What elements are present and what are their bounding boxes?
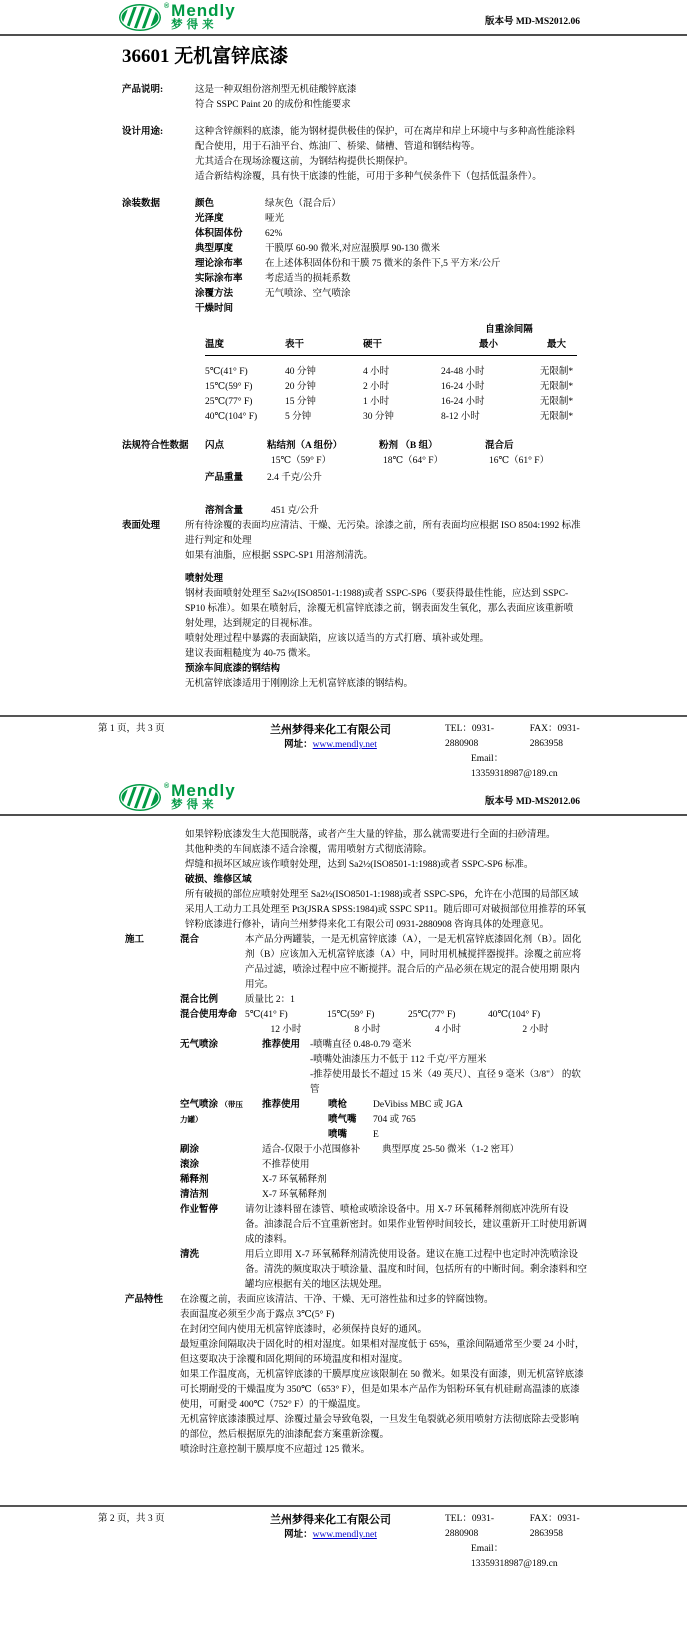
- kv-row: 涂覆方法 无气喷涂、空气喷涂: [195, 289, 351, 299]
- logo-chinese-name: 梦得来: [171, 19, 218, 31]
- brush-row: 刷涂 适合-仅限于小范围修补 典型厚度 25-50 微米（1-2 密耳）: [180, 1145, 520, 1155]
- paragraph: 符合 SSPC Paint 20 的成份和性能要求: [195, 100, 351, 110]
- section-product-description: [0, 83, 687, 113]
- cleaning-row: 清洗 用后立即用 X-7 环氧稀释剂清洗使用设备。建议在施工过程中也定时冲洗喷涂设备。清洗的频度取决于喷涂量、温度和时间，包括所有的中断时间。剩余漆料和空罐均应根据有关的地区法规处理。: [180, 1250, 588, 1290]
- registered-mark: ®: [164, 3, 170, 10]
- page-number: 第 2 页，共 3 页: [98, 1514, 165, 1524]
- kv-row: 理论涂布率 在上述体积固体份和干膜 75 微米的条件下,5 平方米/公斤: [195, 259, 501, 269]
- section-label: 表面处理: [122, 521, 161, 531]
- cleaner-row: 清洁剂 X-7 环氧稀释剂: [180, 1190, 327, 1200]
- page-2: [0, 780, 687, 1638]
- website-link[interactable]: www.mendly.net: [312, 1530, 377, 1540]
- section-product-features: [0, 1293, 687, 1458]
- section-label: 产品特性: [125, 1295, 164, 1305]
- kv-row: 光泽度 哑光: [195, 214, 285, 224]
- drying-time-table: [205, 323, 577, 425]
- spec-row: 喷枪 DeVibiss MBC 或 JGA: [328, 1100, 463, 1110]
- page-footer: [0, 715, 687, 780]
- paragraph: 如果锌粉底漆发生大范围脱落，或者产生大量的锌盐，那么就需要进行全面的扫砂清理。: [185, 830, 556, 840]
- table-row: 15℃(59° F) 20 分钟 2 小时 16-24 小时 无限制*: [205, 382, 574, 392]
- section-surface-preparation: [0, 519, 687, 692]
- logo-name: Mendly: [171, 1, 236, 20]
- fax-number: FAX：0931-2863958: [529, 724, 580, 749]
- section-application: [0, 933, 687, 1293]
- paragraph: 喷涂时注意控制干膜厚度不应超过 125 微米。: [180, 1445, 371, 1455]
- section-label: 产品说明:: [122, 85, 164, 95]
- company-name: 兰州梦得来化工有限公司: [270, 724, 391, 736]
- pot-life-row: 混合使用寿命 5℃(41° F) 15℃(59° F) 25℃(77° F) 40℃(104° F) 12 小时 8 小时 4 小时 2 小时: [180, 1008, 587, 1038]
- logo-wordmark: [171, 783, 236, 812]
- subsection-heading: 预涂车间底漆的钢结构: [185, 664, 281, 674]
- spec-item: -推荐使用最长不超过 15 米（49 英尺）、直径 9 毫米（3/8"） 的软管: [310, 1070, 581, 1095]
- spec-item: -喷嘴处油漆压力不低于 112 千克/平方厘米: [310, 1055, 487, 1065]
- mendly-oval-icon: [118, 783, 164, 812]
- kv-row: 干燥时间: [195, 304, 234, 314]
- thinner-row: 稀释剂 X-7 环氧稀释剂: [180, 1175, 327, 1185]
- page-number: 第 1 页，共 3 页: [98, 724, 165, 734]
- kv-row: 典型厚度 干膜厚 60-90 微米,对应湿膜厚 90-130 微米: [195, 244, 440, 254]
- section-coating-data: [0, 197, 687, 317]
- flash-point-value-row: 15℃（59° F） 18℃（64° F） 16℃（61° F）: [271, 456, 550, 466]
- email-address: Email：13359318987@189.cn: [471, 754, 558, 779]
- section-label: 涂装数据: [122, 199, 161, 209]
- table-header-row: 温度 表干 硬干 最小 最大: [205, 338, 577, 356]
- page-header: [0, 780, 687, 814]
- version-number: 版本号 MD-MS2012.06: [485, 17, 580, 27]
- paragraph: 所有破损的部位应喷射处理至 Sa2½(ISO8501-1:1988)或者 SSPC-SP6，允许在小范围的局部区域采用人工动力工具处理至 Pt3(JSRA SPSS:1984)或 SSPC SP11。随后即可对破损部位用推荐的环氧锌粉底漆进行修补，请向兰州梦得来化工有限公司 0931-2880908 咨询具体的处理意见。: [185, 890, 586, 930]
- surface-preparation-continued: [0, 828, 687, 933]
- mixing-row: 混合 本产品分两罐装，一是无机富锌底漆（A），一是无机富锌底漆固化剂（B）。固化剂（B）应该加入无机富锌底漆（A）中，同时用机械搅拌器搅拌。涂覆之前应将产品过滤，喷涂过程中应不断搅拌。混合后的产品必须在规定的混合使用期 限内用完。: [180, 935, 582, 990]
- paragraph: 无机富锌底漆漆膜过厚、涂覆过量会导致龟裂，一旦发生龟裂就必须用喷射方法彻底除去受影响的部位，然后根据原先的油漆配套方案重新涂覆。: [180, 1415, 580, 1440]
- kv-row: 颜色 绿灰色（混合后）: [195, 199, 342, 209]
- airless-spray-row: 无气喷涂 推荐使用 -喷嘴直径 0.48-0.79 毫米 -喷嘴处油漆压力不低于 112 千克/平方厘米 -推荐使用最长不超过 15 米（49 英尺）、直径 9 毫米（3/8"） 的软管: [180, 1038, 587, 1098]
- air-spray-row: 空气喷涂 （带压力罐） 推荐使用 喷枪 DeVibiss MBC 或 JGA 喷气嘴 704 或 765 喷嘴 E: [180, 1098, 587, 1143]
- header-divider: [0, 34, 687, 36]
- mix-ratio-row: 混合比例 质量比 2：1: [180, 995, 295, 1005]
- company-name: 兰州梦得来化工有限公司: [270, 1514, 391, 1526]
- paragraph: 其他种类的车间底漆不适合涂覆，需用喷射方式彻底清除。: [185, 845, 433, 855]
- subsection-heading: 破损、维修区域: [185, 875, 252, 885]
- website-label: 网址：: [284, 1530, 313, 1540]
- section-label: 施工: [125, 935, 145, 945]
- paragraph: 钢材表面喷射处理至 Sa2½(ISO8501-1:1988)或者 SSPC-SP6（要获得最佳性能，应达到 SSPC-SP10 标准）。如果在喷射后，涂覆无机富锌底漆之前，钢表面发生氧化，那么表面应该重新喷射处理，达到规定的目视标准。: [185, 589, 574, 629]
- table-row: 40℃(104° F) 5 分钟 30 分钟 8-12 小时 无限制*: [205, 412, 574, 422]
- paragraph: 在涂覆之前，表面应该清洁、干净、干燥、无可溶性盐和过多的锌腐蚀物。: [180, 1295, 494, 1305]
- pot-life-temps: 5℃(41° F) 15℃(59° F) 25℃(77° F) 40℃(104° F): [245, 1010, 541, 1020]
- air-spray-note: （带压力罐）: [180, 1100, 243, 1124]
- flash-point-header-row: 闪点 粘结剂（A 组份） 粉剂 （B 组） 混合后: [205, 441, 514, 451]
- document-title: 36601 无机富锌底漆: [122, 46, 289, 67]
- paragraph: 适合新结构涂覆，具有快干底漆的性能，可用于多种气侯条件下（包括低温条件）。: [195, 172, 542, 182]
- section-label: 法规符合性数据: [122, 441, 189, 451]
- tel-number: TEL：0931-2880908: [445, 724, 495, 749]
- page-header: [0, 0, 687, 34]
- paragraph: 最短重涂间隔取决于固化时的相对湿度。如果相对湿度低于 65%，重涂间隔通常至少要 24 小时，但这要取决于涂覆和固化期间的环境温度和相对湿度。: [180, 1340, 585, 1365]
- paragraph: 这种含锌颜料的底漆，能为钢材提供极佳的保护，可在离岸和岸上环境中与多种高性能涂料配合使用，用于石油平台、炼油厂、桥梁、储槽、管道和钢结构等。: [195, 127, 576, 152]
- work-pause-row: 作业暂停 请勿让漆料留在漆管、喷枪或喷涂设备中。用 X-7 环氧稀释剂彻底冲洗所有设备。油漆混合后不宜重新密封。如果作业暂停时间较长，建议重新开工时使用新调成的漆料。: [180, 1205, 588, 1245]
- kv-row: 实际涂布率 考虑适当的损耗系数: [195, 274, 351, 284]
- mendly-oval-icon: [118, 3, 164, 32]
- spec-item: -喷嘴直径 0.48-0.79 毫米: [310, 1040, 412, 1050]
- email-address: Email：13359318987@189.cn: [471, 1544, 558, 1569]
- table-row: 5℃(41° F) 40 分钟 4 小时 24-48 小时 无限制*: [205, 367, 574, 377]
- logo-name: Mendly: [171, 781, 236, 800]
- paragraph: 建议表面粗糙度为 40-75 微米。: [185, 649, 317, 659]
- website-label: 网址：: [284, 740, 313, 750]
- roller-row: 滚涂 不推荐使用: [180, 1160, 310, 1170]
- logo-chinese-name: 梦得来: [171, 799, 218, 811]
- paragraph: 在封闭空间内使用无机富锌底漆时，必须保持良好的通风。: [180, 1325, 428, 1335]
- section-regulatory-data: [0, 439, 687, 519]
- paragraph: 如果工作温度高，无机富锌底漆的干膜厚度应该限制在 50 微米。如果没有面漆，则无机富锌底漆可长期耐受的干燥温度为 350℃（653° F），但是如果本产品作为铝粉环氧有机硅耐高温漆的底漆使用，可耐受 400℃（752° F）的干燥温度。: [180, 1370, 584, 1410]
- table-group-header: 自重涂间隔: [485, 325, 533, 335]
- section-label: 设计用途:: [122, 127, 164, 137]
- subsection-heading: 喷射处理: [185, 574, 224, 584]
- paragraph: 这是一种双组份溶剂型无机硅酸锌底漆: [195, 85, 357, 95]
- page-footer: [0, 1505, 687, 1572]
- product-weight-row: 产品重量 2.4 千克/公升: [205, 473, 322, 483]
- paragraph: 尤其适合在现场涂覆这前，为钢结构提供长期保护。: [195, 157, 414, 167]
- fax-number: FAX：0931-2863958: [529, 1514, 580, 1539]
- page-1: [0, 0, 687, 780]
- pot-life-times: 12 小时 8 小时 4 小时 2 小时: [270, 1025, 549, 1035]
- registered-mark: ®: [164, 783, 170, 790]
- paragraph: 如果有油脂，应根据 SSPC-SP1 用溶剂清洗。: [185, 551, 373, 561]
- website-link[interactable]: www.mendly.net: [312, 740, 377, 750]
- kv-row: 体积固体份 62%: [195, 229, 283, 239]
- paragraph: 喷射处理过程中暴露的表面缺陷，应该以适当的方式打磨、填补或处理。: [185, 634, 490, 644]
- section-design-use: [0, 125, 687, 185]
- paragraph: 焊缝和损坏区域应该作喷射处理，达到 Sa2½(ISO8501-1:1988)或者 SSPC-SP6 标准。: [185, 860, 534, 870]
- paragraph: 所有待涂覆的表面均应清洁、干燥、无污染。涂漆之前，所有表面均应根据 ISO 8504:1992 标准进行判定和处理: [185, 521, 581, 546]
- logo-wordmark: [171, 3, 236, 32]
- paragraph: 无机富锌底漆适用于刚刚涂上无机富锌底漆的钢结构。: [185, 679, 414, 689]
- mendly-logo: [118, 3, 236, 32]
- table-row: 25℃(77° F) 15 分钟 1 小时 16-24 小时 无限制*: [205, 397, 574, 407]
- spec-row: 喷嘴 E: [328, 1130, 379, 1140]
- tel-number: TEL：0931-2880908: [445, 1514, 495, 1539]
- mendly-logo: [118, 783, 236, 812]
- version-number: 版本号 MD-MS2012.06: [485, 797, 580, 807]
- paragraph: 表面温度必须至少高于露点 3℃(5° F): [180, 1310, 335, 1320]
- solvent-content-row: 溶剂含量 451 克/公升: [205, 506, 319, 516]
- spec-row: 喷气嘴 704 或 765: [328, 1115, 416, 1125]
